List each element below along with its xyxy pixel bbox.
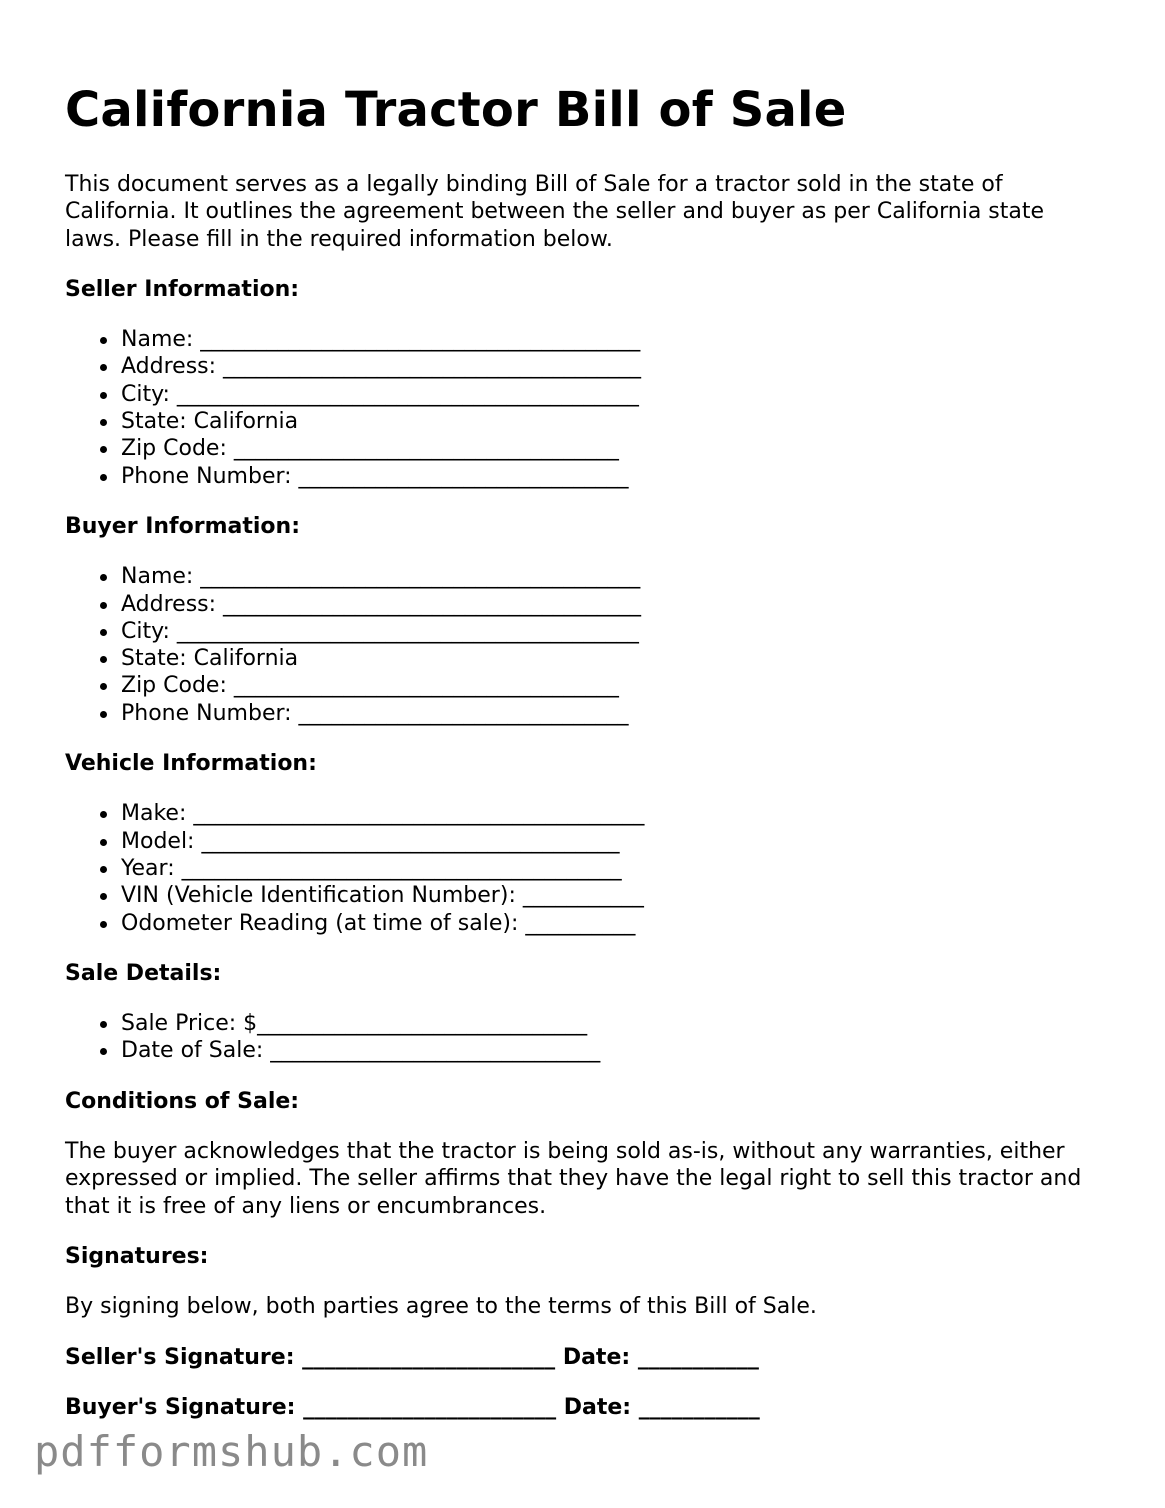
seller-state-field: State: California xyxy=(121,408,1105,435)
buyer-fields-list xyxy=(65,563,1105,727)
page-title: California Tractor Bill of Sale xyxy=(65,82,847,138)
buyer-city-field[interactable]: City: __________________________________________ xyxy=(121,618,1105,645)
seller-section-heading: Seller Information: xyxy=(65,276,300,302)
sale-section-heading: Sale Details: xyxy=(65,960,222,986)
bill-of-sale-document xyxy=(65,78,1105,1444)
seller-address-field[interactable]: Address: ______________________________________ xyxy=(121,353,1105,380)
buyer-state-field: State: California xyxy=(121,645,1105,672)
vehicle-model-field[interactable]: Model: ______________________________________ xyxy=(121,828,1105,855)
signatures-intro: By signing below, both parties agree to the terms of this Bill of Sale. xyxy=(65,1294,817,1320)
conditions-paragraph: The buyer acknowledges that the tractor is being sold as-is, without any warranties, either expressed or implied. The seller affirms that they have the legal right to sell this tractor and that it is free of any liens or encumbrances. xyxy=(65,1139,1082,1219)
buyer-address-field[interactable]: Address: ______________________________________ xyxy=(121,591,1105,618)
seller-fields-list xyxy=(65,326,1105,490)
sale-fields-list xyxy=(65,1010,1105,1065)
vehicle-year-field[interactable]: Year: ________________________________________ xyxy=(121,855,1105,882)
buyer-zip-field[interactable]: Zip Code: ___________________________________ xyxy=(121,672,1105,699)
seller-phone-field[interactable]: Phone Number: ______________________________ xyxy=(121,463,1105,490)
buyer-phone-field[interactable]: Phone Number: ______________________________ xyxy=(121,700,1105,727)
signatures-section-heading: Signatures: xyxy=(65,1243,209,1269)
vehicle-section-heading: Vehicle Information: xyxy=(65,751,317,777)
vehicle-odometer-field[interactable]: Odometer Reading (at time of sale): __________ xyxy=(121,910,1105,937)
intro-paragraph: This document serves as a legally binding Bill of Sale for a tractor sold in the state of California. It outlines the agreement between the seller and buyer as per California state laws. Please fill in the required information below. xyxy=(65,172,1045,252)
watermark: pdfformshub.com xyxy=(34,1427,429,1476)
buyer-section-heading: Buyer Information: xyxy=(65,513,300,539)
vehicle-make-field[interactable]: Make: _________________________________________ xyxy=(121,800,1105,827)
conditions-section-heading: Conditions of Sale: xyxy=(65,1088,300,1114)
buyer-signature-line[interactable]: Buyer's Signature: _______________________ Date: ___________ xyxy=(65,1394,760,1420)
seller-signature-line[interactable]: Seller's Signature: _______________________ Date: ___________ xyxy=(65,1344,759,1370)
seller-zip-field[interactable]: Zip Code: ___________________________________ xyxy=(121,435,1105,462)
vehicle-fields-list xyxy=(65,800,1105,936)
sale-date-field[interactable]: Date of Sale: ______________________________ xyxy=(121,1037,1105,1064)
seller-name-field[interactable]: Name: ________________________________________ xyxy=(121,326,1105,353)
seller-city-field[interactable]: City: __________________________________________ xyxy=(121,381,1105,408)
vehicle-vin-field[interactable]: VIN (Vehicle Identification Number): ___________ xyxy=(121,882,1105,909)
buyer-name-field[interactable]: Name: ________________________________________ xyxy=(121,563,1105,590)
sale-price-field[interactable]: Sale Price: $______________________________ xyxy=(121,1010,1105,1037)
